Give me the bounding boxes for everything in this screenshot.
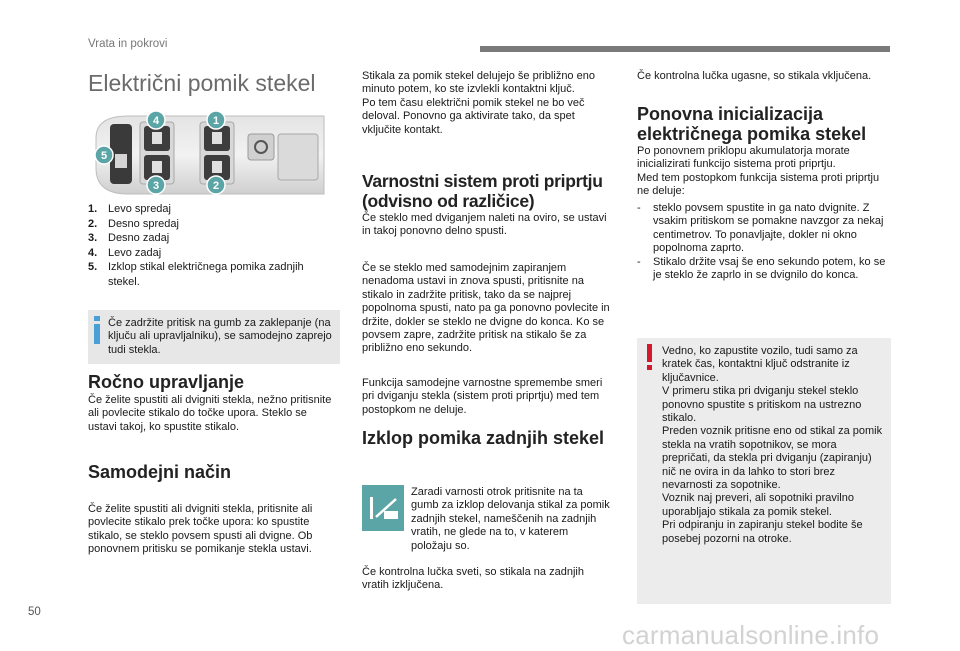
intro-text: Stikala za pomik stekel delujejo še približno eno minuto potem, ko ste izvlekli kontaktni ključ. Po tem času električni pomik stekel ne bo več deloval. Ponovno ga aktivirate tako, da spet vključite kontakt.: [362, 70, 595, 136]
rear-text: Zaradi varnosti otrok pritisnite na ta gumb za izklop delovanja stikal za pomik zadnjih stekel, nameščenih na zadnjih vratih, ne glede na to, v katerem položaju so.: [411, 486, 610, 552]
anti-pinch-text-1: Če steklo med dviganjem naleti na oviro, se ustavi in takoj ponovno delno spusti.: [362, 212, 607, 238]
manual-heading: Ročno upravljanje: [88, 372, 245, 392]
callout-5: 5: [100, 150, 108, 162]
page-number: 50: [28, 606, 41, 618]
reinit-text: Po ponovnem priklopu akumulatorja morate inicializirati funkcijo sistema proti priprtju. Med tem postopkom funkcija sistema proti priprtju ne deluje:: [637, 145, 880, 198]
callout-1: 1: [212, 115, 220, 127]
callout-4: 4: [152, 115, 160, 127]
anti-pinch-heading: Varnostni sistem proti priprtju (odvisno od različice): [362, 171, 603, 211]
switch-panel-illustration: [88, 108, 332, 200]
watermark: carmanualsonline.info: [622, 620, 880, 650]
callout-3: 3: [152, 180, 160, 192]
list-item: 2. Desno spredaj: [88, 217, 179, 230]
info-note-text: Če zadržite pritisk na gumb za zaklepanje (na ključu ali upravljalniku), se samodejno zaprejo tudi stekla.: [108, 317, 332, 356]
auto-heading: Samodejni način: [88, 462, 232, 482]
anti-pinch-text-3: Funkcija samodejne varnostne spremembe smeri pri dviganju stekla (sistem proti priprtju) med tem postopkom ne deluje.: [362, 377, 603, 416]
rear-heading: Izklop pomika zadnjih stekel: [362, 428, 605, 448]
warning-box: [637, 338, 891, 604]
window-switch-icon: [88, 108, 332, 200]
indicator-text: Če kontrolna lučka ugasne, so stikala vključena.: [637, 70, 872, 82]
warning-text: Vedno, ko zapustite vozilo, tudi samo za kratek čas, kontaktni ključ odstranite iz ključavnice. V primeru stika pri dviganju stekel steklo ponovno spustite s pritiskom na ustrezno stikalo. Preden voznik pritisne eno od stikal za pomik stekla na vratih sopotnikov, se mora prepričati, da stekla pri dviganju (zapiranju) nič ne ovira in da lahko to stori brez nevarnosti za sopotnike. Voznik naj preveri, ali sopotniki pravilno uporabljajo stikala za pomik stekel. Pri odpiranju in zapiranju stekel bodite še posebej pozorni na otroke.: [662, 345, 883, 545]
reinit-steps: [637, 202, 889, 282]
info-note-box: [88, 310, 340, 364]
list-item: 1. Levo spredaj: [88, 203, 171, 215]
reinit-heading: Ponovna inicializacija električnega pomika stekel: [637, 104, 867, 144]
manual-text: Če želite spustiti ali dvigniti stekla, nežno pritisnite ali povlecite stikalo do točke upora. Steklo se ustavi takoj, ko spustite stikalo.: [88, 394, 332, 433]
anti-pinch-text-2: Če se steklo med samodejnim zapiranjem nenadoma ustavi in znova spusti, pritisnite na stikalo in zadržite pritisk, tako da se najprej popolnoma spusti, nato pa ga ponovno povlecite in držite, dokler se steklo ne dvigne do konca. Ko se povsem zapre, zadržite pritisk na stikalo še za približno eno sekundo.: [362, 262, 610, 355]
callout-2: 2: [212, 180, 220, 192]
page-title: Električni pomik stekel: [88, 70, 316, 96]
header-bar: [480, 46, 890, 52]
list-item: - Stikalo držite vsaj še eno sekundo potem, ko se je steklo že zaprlo in se dvignilo do konca.: [637, 255, 886, 282]
section-header: Vrata in pokrovi: [88, 38, 168, 50]
auto-text: Če želite spustiti ali dvigniti stekla, pritisnite ali povlecite stikalo prek točke upora: ko spustite stikalo, se steklo povsem spusti ali dvigne. Ob ponovnem pritisku se pomikanje stekla ustavi.: [88, 503, 313, 556]
warning-icon: [647, 344, 653, 372]
list-item: - steklo povsem spustite in ga nato dvignite. Z vsakim pritiskom se pomakne navzgor za nekaj centimetrov. To ponavljajte, dokler ni okno popolnoma zaprto.: [637, 202, 884, 255]
list-item: 4. Levo zadaj: [88, 246, 162, 259]
list-item: 5. Izklop stikal električnega pomika zadnjih stekel.: [88, 261, 304, 288]
rear-text-2: Če kontrolna lučka sveti, so stikala na zadnjih vratih izključena.: [362, 566, 584, 592]
switch-legend-list: [88, 202, 328, 289]
list-item: 3. Desno zadaj: [88, 232, 170, 244]
info-icon: [94, 316, 100, 342]
child-lock-icon: [362, 485, 404, 531]
